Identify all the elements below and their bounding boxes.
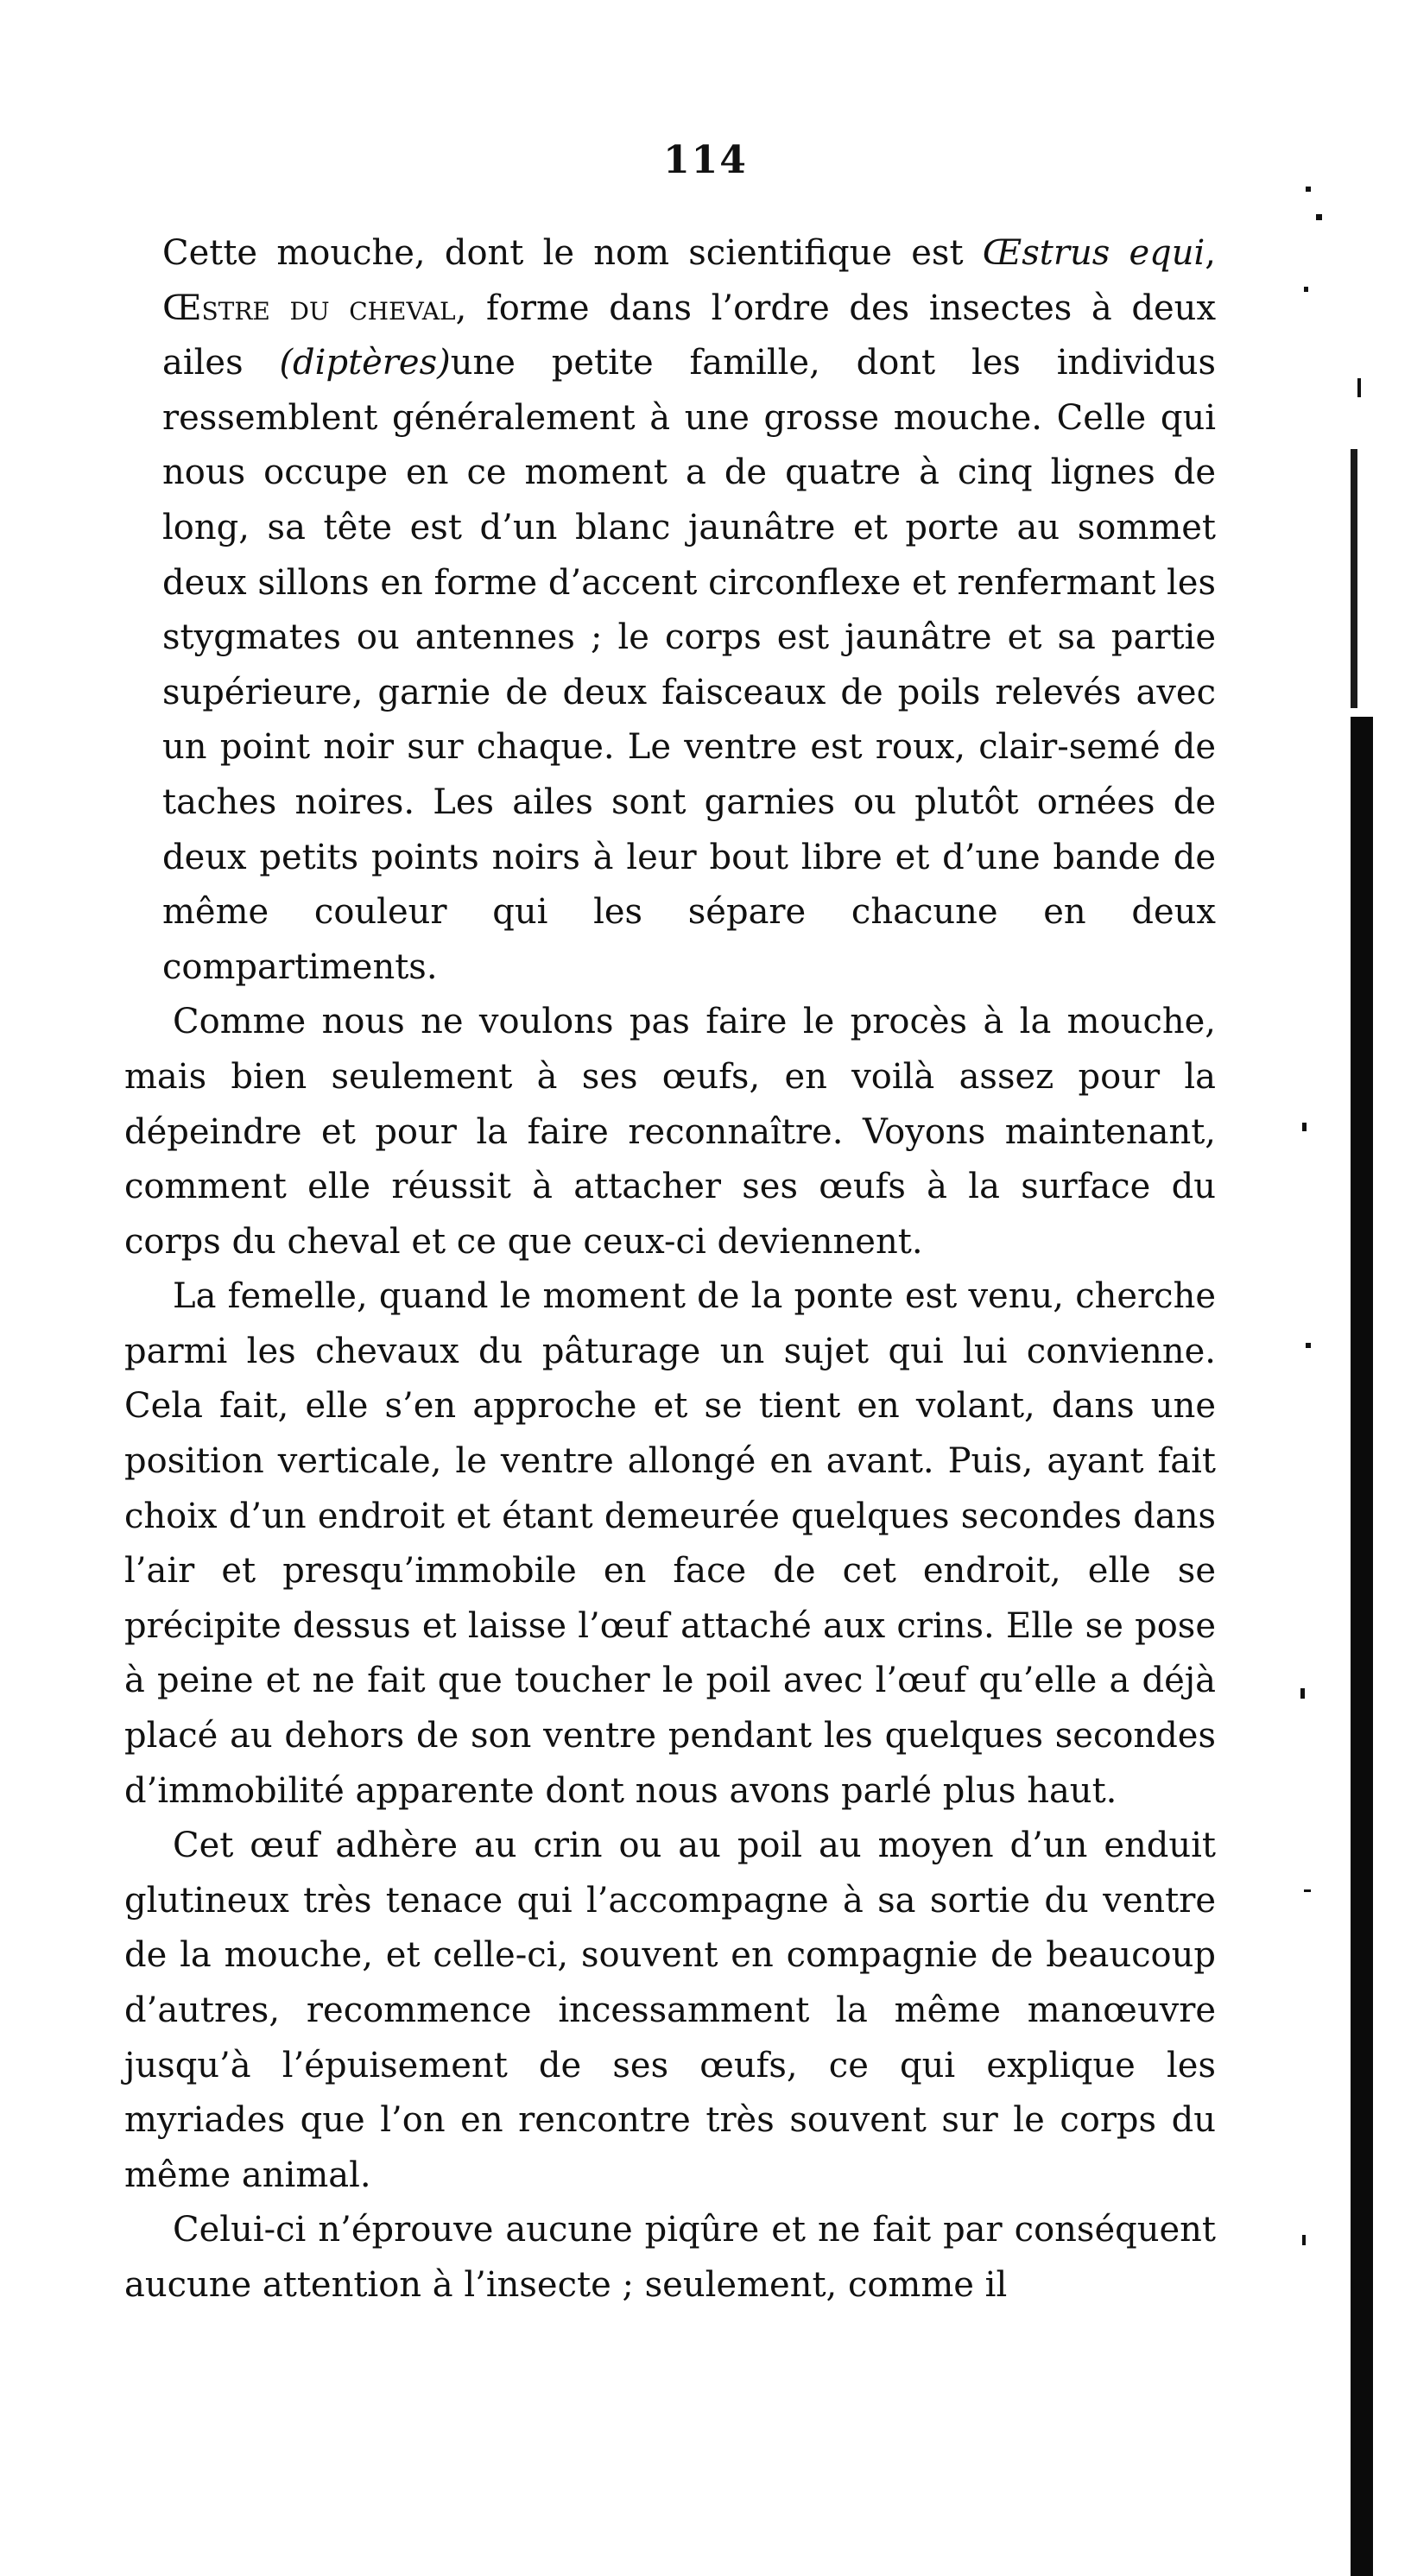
text-segment: Cet œuf adhère au crin ou au poil au moyen d’un enduit glutineux très tenace qui l’accompagne à sa sortie du ventre de la mouche, et celle-ci, souvent en compagnie de beaucoup d’autres, recommence incessamment la même manœuvre jusqu’à l’épuisement de ses œufs, ce qui explique les myriades que l’on en rencontre très souvent sur le corps du même animal. — [124, 1826, 1216, 2195]
binding-mark — [1351, 449, 1357, 708]
paragraph-4 — [124, 1819, 1216, 2203]
speck — [1306, 187, 1311, 192]
speck — [1304, 1889, 1311, 1892]
text-segment: Œstre du cheval — [162, 288, 456, 328]
text-segment: , forme dans l’ordre des insectes à deux ailes — [162, 288, 1216, 383]
speck — [1302, 1123, 1307, 1131]
text-segment: , — [1205, 233, 1217, 273]
body-text — [124, 226, 1216, 2313]
binding-strip — [1351, 717, 1373, 2576]
text-segment: une petite famille, dont les individus ressemblent généralement à une grosse mouche. Celle qui nous occupe en ce moment a de quatre à cinq lignes de long, sa tête est d’un blanc jaunâtre et porte au sommet deux sillons en forme d’accent circonflexe et renfermant les stygmates ou antennes ; le corps est jaunâtre et sa partie supérieure, garnie de deux faisceaux de poils relevés avec un point noir sur chaque. Le ventre est roux, clair-semé de taches noires. Les ailes sont garnies ou plutôt ornées de deux petits points noirs à leur bout libre et d’une bande de même couleur qui les sépare chacune en deux compartiments. — [162, 343, 1216, 987]
paragraph-5 — [124, 2203, 1216, 2313]
paragraph-2 — [124, 995, 1216, 1269]
text-segment: La femelle, quand le moment de la ponte est venu, cherche parmi les chevaux du pâturage un sujet qui lui convienne. Cela fait, elle s’en approche et se tient en volant, dans une position verticale, le ventre allongé en avant. Puis, ayant fait choix d’un endroit et étant demeurée quelques secondes dans l’air et presqu’immobile en face de cet endroit, elle se précipite dessus et laisse l’œuf attaché aux crins. Elle se pose à peine et ne fait que toucher le poil avec l’œuf qu’elle a déjà placé au dehors de son ventre pendant les quelques secondes d’immobilité apparente dont nous avons parlé plus haut. — [124, 1276, 1216, 1811]
page-number: 114 — [663, 138, 748, 182]
text-segment: (diptères) — [279, 343, 451, 383]
text-segment: Celui-ci n’éprouve aucune piqûre et ne fait par conséquent aucune attention à l’insecte ; seulement, comme il — [124, 2210, 1216, 2305]
speck — [1306, 1343, 1311, 1348]
text-segment: Comme nous ne voulons pas faire le procès à la mouche, mais bien seulement à ses œufs, en voilà assez pour la dépeindre et pour la faire reconnaître. Voyons maintenant, comment elle réussit à attacher ses œufs à la surface du corps du cheval et ce que ceux-ci deviennent. — [124, 1002, 1216, 1262]
text-segment: Œstrus equi — [982, 233, 1205, 273]
speck — [1304, 287, 1308, 292]
paragraph-1 — [124, 226, 1216, 995]
speck — [1316, 214, 1322, 220]
speck — [1302, 2235, 1306, 2245]
text-segment: Cette mouche, dont le nom scientifique est — [162, 233, 983, 273]
binding-edge — [1342, 0, 1411, 2576]
speck — [1300, 1688, 1305, 1699]
speck — [1357, 378, 1361, 397]
paragraph-3 — [124, 1269, 1216, 1819]
